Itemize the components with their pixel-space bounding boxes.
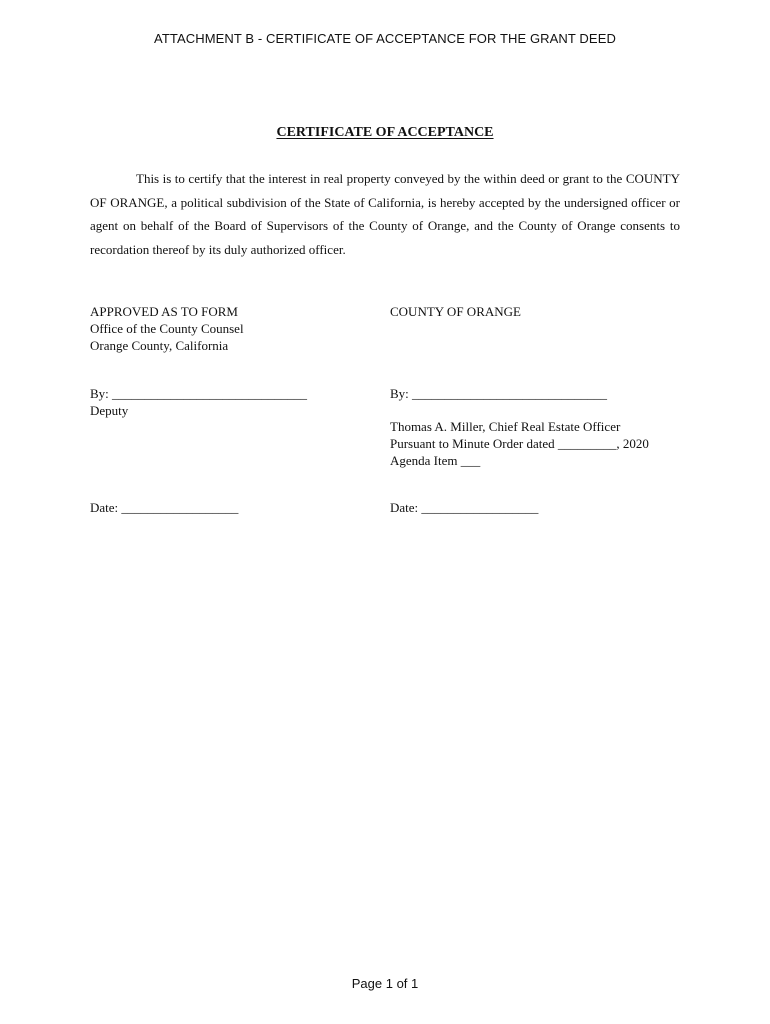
approved-as-to-form-label: APPROVED AS TO FORM — [90, 304, 238, 319]
county-counsel-location: Orange County, California — [90, 338, 229, 353]
page-number: Page 1 of 1 — [351, 976, 419, 991]
deputy-date-line: Date: __________________ — [90, 500, 239, 515]
county-counsel-office: Office of the County Counsel — [90, 321, 244, 336]
county-of-orange-label: COUNTY OF ORANGE — [390, 304, 521, 319]
certificate-body: This is to certify that the interest in real property conveyed by the within deed or grant to the COUNTY OF ORANGE, a political subdivision of the State of California, is hereby accepted by the undersigned officer or agent on behalf of the Board of Supervisors of the County of Orange, and the County of Orange consents to recordation thereof by its duly authorized officer. — [90, 171, 680, 257]
minute-order-line: Pursuant to Minute Order dated _________, 2020 — [390, 436, 649, 451]
document-title: CERTIFICATE OF ACCEPTANCE — [276, 125, 494, 140]
officer-date-line: Date: __________________ — [390, 500, 539, 515]
signer-name-title: Thomas A. Miller, Chief Real Estate Officer — [390, 419, 621, 434]
deputy-signature-line: By: ______________________________ — [90, 386, 308, 401]
officer-signature-line: By: ______________________________ — [390, 386, 608, 401]
deputy-title: Deputy — [90, 403, 129, 418]
agenda-item-line: Agenda Item ___ — [390, 453, 481, 468]
attachment-header: ATTACHMENT B - CERTIFICATE OF ACCEPTANCE FOR THE GRANT DEED — [154, 31, 616, 46]
